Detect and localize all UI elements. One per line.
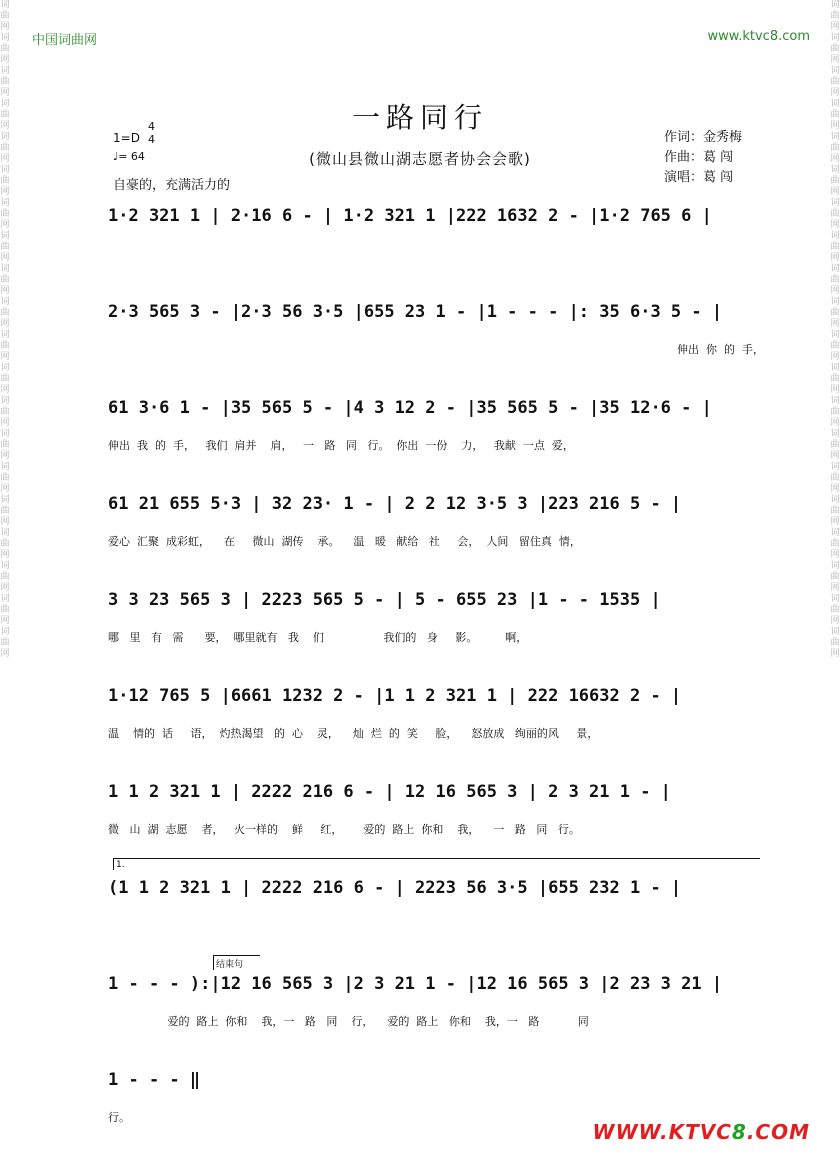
score-row-8-notes: (1 1 2 321 1 | 2222 216 6 - | 2223 56 3·5 |655 232 1 - | (108, 878, 682, 898)
time-signature (148, 120, 155, 146)
site-name-link[interactable]: 中国词曲网 (32, 33, 98, 48)
expression-marking: 自豪的，充满活力的 (113, 178, 231, 193)
score-row-1-notes: 1·2 321 1 | 2·16 6 - | 1·2 321 1 |222 1632 2 - |1·2 765 6 | (108, 206, 712, 226)
ending-label: 结束句 (213, 955, 260, 970)
score-row-7-notes: 1 1 2 321 1 | 2222 216 6 - | 12 16 565 3 | 2 3 21 1 - | (108, 782, 671, 802)
score-row-3-notes: 61 3·6 1 - |35 565 5 - |4 3 12 2 - |35 565 5 - |35 12·6 - | (108, 398, 712, 418)
score-row-5-lyrics: 哪 里 有 需 要， 哪里就有 我 们 我们的 身 影。 啊， (108, 631, 528, 644)
score-row-4-lyrics: 爱心 汇聚 成彩虹， 在 微山 湖传 承。 温 暖 献给 社 会， 人间 留住真 情， (108, 535, 581, 548)
key-signature: 1=D (113, 131, 140, 145)
side-watermark-right: 词曲网 词曲网 词曲网 词曲网 词曲网 词曲网 词曲网 词曲网 词曲网 词曲网 词曲网 词曲网 词曲网 词曲网 词曲网 词曲网 词曲网 词曲网 词曲网 词曲网 (830, 0, 840, 659)
credit-singer: 演唱：葛 闯 (664, 170, 734, 185)
time-signature-top: 4 (148, 120, 155, 133)
credit-lyricist: 作词：金秀梅 (664, 130, 743, 145)
time-signature-bottom: 4 (148, 133, 155, 146)
score-row-6-notes: 1·12 765 5 |6661 1232 2 - |1 1 2 321 1 | 222 16632 2 - | (108, 686, 682, 706)
score-row-4-notes: 61 21 655 5·3 | 32 23· 1 - | 2 2 12 3·5 3 |223 216 5 - | (108, 494, 682, 514)
tempo-marking: ♩= 64 (113, 150, 145, 163)
score-row-10-notes: 1 - - - ‖ (108, 1070, 201, 1090)
site-url-link[interactable]: www.ktvc8.com (707, 29, 810, 44)
score-row-3-lyrics: 伸出 我 的 手， 我们 肩并 肩， 一 路 同 行。 你出 一份 力， 我献 一点 爱， (108, 439, 574, 452)
credit-composer: 作曲：葛 闯 (664, 150, 734, 165)
score-row-10-lyrics: 行。 (108, 1111, 130, 1124)
score-row-2-notes: 2·3 565 3 - |2·3 56 3·5 |655 23 1 - |1 - - - |: 35 6·3 5 - | (108, 302, 723, 322)
score-row-7-lyrics: 微 山 湖 志愿 者， 火一样的 鲜 红， 爱的 路上 你和 我， 一 路 同 行。 (108, 823, 580, 836)
first-ending-bracket: 1. (113, 858, 760, 870)
score-row-6-lyrics: 温 情的 话 语， 灼热渴望 的 心 灵， 灿 烂 的 笑 脸， 怒放成 绚丽的风 景， (108, 727, 599, 740)
score-row-9-notes: 1 - - - ):|12 16 565 3 |2 3 21 1 - |12 16 565 3 |2 23 3 21 | (108, 974, 723, 994)
song-title: 一路同行 (351, 101, 488, 134)
footer-logo[interactable]: WWW.KTVC8.COM (592, 1120, 810, 1144)
score-row-9-lyrics: 爱的 路上 你和 我，一 路 同 行， 爱的 路上 你和 我，一 路 同 (108, 1015, 589, 1028)
score-row-5-notes: 3 3 23 565 3 | 2223 565 5 - | 5 - 655 23 |1 - - 1535 | (108, 590, 661, 610)
side-watermark-left: 词曲网 词曲网 词曲网 词曲网 词曲网 词曲网 词曲网 词曲网 词曲网 词曲网 词曲网 词曲网 词曲网 词曲网 词曲网 词曲网 词曲网 词曲网 词曲网 词曲网 (0, 0, 10, 659)
score-row-2-lyrics: 伸出 你 的 手， (677, 343, 764, 356)
credits (664, 128, 742, 188)
song-subtitle: (微山县微山湖志愿者协会会歌) (309, 150, 531, 168)
